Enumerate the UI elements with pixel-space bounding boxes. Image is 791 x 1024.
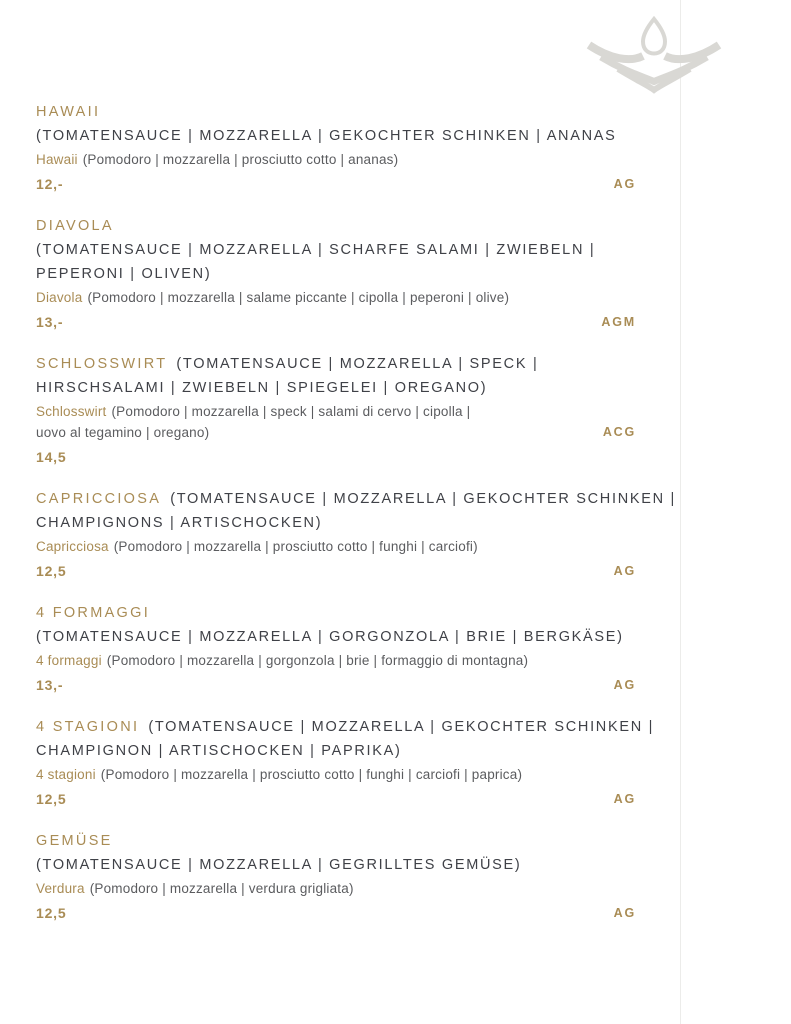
italian-description: Capricciosa (Pomodoro | mozzarella | prosciutto cotto | funghi | carciofi): [36, 539, 478, 554]
italian-description: Schlosswirt (Pomodoro | mozzarella | speck | salami di cervo | cipolla |: [36, 404, 471, 419]
italian-name: 4 formaggi: [36, 653, 102, 668]
italian-description: Hawaii (Pomodoro | mozzarella | prosciutto cotto | ananas): [36, 152, 399, 167]
menu-item-4-stagioni: [36, 715, 655, 809]
german-ingredients-line: CHAMPIGNON | ARTISCHOCKEN | PAPRIKA): [36, 743, 402, 759]
italian-description: 4 formaggi (Pomodoro | mozzarella | gorgonzola | brie | formaggio di montagna): [36, 653, 529, 668]
price-row: [36, 676, 636, 695]
description-row: [36, 400, 636, 442]
menu-item-hawaii: [36, 100, 636, 194]
price: 13,-: [36, 314, 64, 330]
allergen-code: AG: [613, 177, 636, 191]
allergen-code: AG: [613, 678, 636, 692]
italian-description: uovo al tegamino | oregano): [36, 425, 210, 440]
price-row: [36, 313, 636, 332]
german-ingredients-line: (TOMATENSAUCE | MOZZARELLA | GEGRILLTES GEMÜSE): [36, 857, 522, 873]
menu-item-gemuese: [36, 829, 636, 923]
menu-item-diavola: [36, 214, 636, 332]
price: 12,5: [36, 791, 67, 807]
italian-description: Verdura (Pomodoro | mozzarella | verdura grigliata): [36, 881, 354, 896]
italian-name: Diavola: [36, 290, 83, 305]
german-ingredients-line: PEPERONI | OLIVEN): [36, 266, 212, 282]
german-ingredients-line: HIRSCHSALAMI | ZWIEBELN | SPIEGELEI | OREGANO): [36, 380, 488, 396]
allergen-code: AGM: [601, 315, 636, 329]
item-title: 4 STAGIONI (TOMATENSAUCE | MOZZARELLA | GEKOCHTER SCHINKEN |: [36, 719, 655, 735]
menu-list: [36, 100, 676, 943]
price: 13,-: [36, 677, 64, 693]
allergen-code: AG: [613, 564, 636, 578]
hotel-crown-emblem-icon: [586, 16, 722, 96]
italian-description: Diavola (Pomodoro | mozzarella | salame piccante | cipolla | peperoni | olive): [36, 290, 510, 305]
italian-name: Capricciosa: [36, 539, 109, 554]
italian-name: Verdura: [36, 881, 85, 896]
page-edge-divider: [680, 0, 681, 1024]
german-ingredients-line: CHAMPIGNONS | ARTISCHOCKEN): [36, 515, 323, 531]
italian-name: Hawaii: [36, 152, 78, 167]
menu-item-4-formaggi: [36, 601, 636, 695]
allergen-code: AG: [613, 792, 636, 806]
menu-item-capricciosa: [36, 487, 676, 581]
item-title: GEMÜSE: [36, 833, 113, 849]
item-title: DIAVOLA: [36, 218, 114, 234]
price: 14,5: [36, 449, 67, 465]
price: 12,5: [36, 563, 67, 579]
item-title: 4 FORMAGGI: [36, 605, 151, 621]
item-title: HAWAII: [36, 104, 101, 120]
price-row: [36, 790, 636, 809]
price: 12,5: [36, 905, 67, 921]
italian-name: 4 stagioni: [36, 767, 96, 782]
italian-description: 4 stagioni (Pomodoro | mozzarella | prosciutto cotto | funghi | carciofi | paprica): [36, 767, 523, 782]
german-ingredients-line: (TOMATENSAUCE | MOZZARELLA | SCHARFE SALAMI | ZWIEBELN |: [36, 242, 596, 258]
item-title: SCHLOSSWIRT (TOMATENSAUCE | MOZZARELLA | SPECK |: [36, 356, 539, 372]
price-row: [36, 175, 636, 194]
german-ingredients-line: (TOMATENSAUCE | MOZZARELLA | GORGONZOLA | BRIE | BERGKÄSE): [36, 629, 624, 645]
price: 12,-: [36, 176, 64, 192]
price-row: [36, 562, 636, 581]
price-row: [36, 904, 636, 923]
allergen-code: ACG: [602, 425, 636, 439]
german-ingredients-line: (TOMATENSAUCE | MOZZARELLA | GEKOCHTER SCHINKEN | ANANAS: [36, 128, 617, 144]
italian-name: Schlosswirt: [36, 404, 107, 419]
allergen-code: AG: [613, 906, 636, 920]
price-row: [36, 448, 636, 467]
item-title: CAPRICCIOSA (TOMATENSAUCE | MOZZARELLA | GEKOCHTER SCHINKEN |: [36, 491, 676, 507]
menu-item-schlosswirt: [36, 352, 636, 467]
